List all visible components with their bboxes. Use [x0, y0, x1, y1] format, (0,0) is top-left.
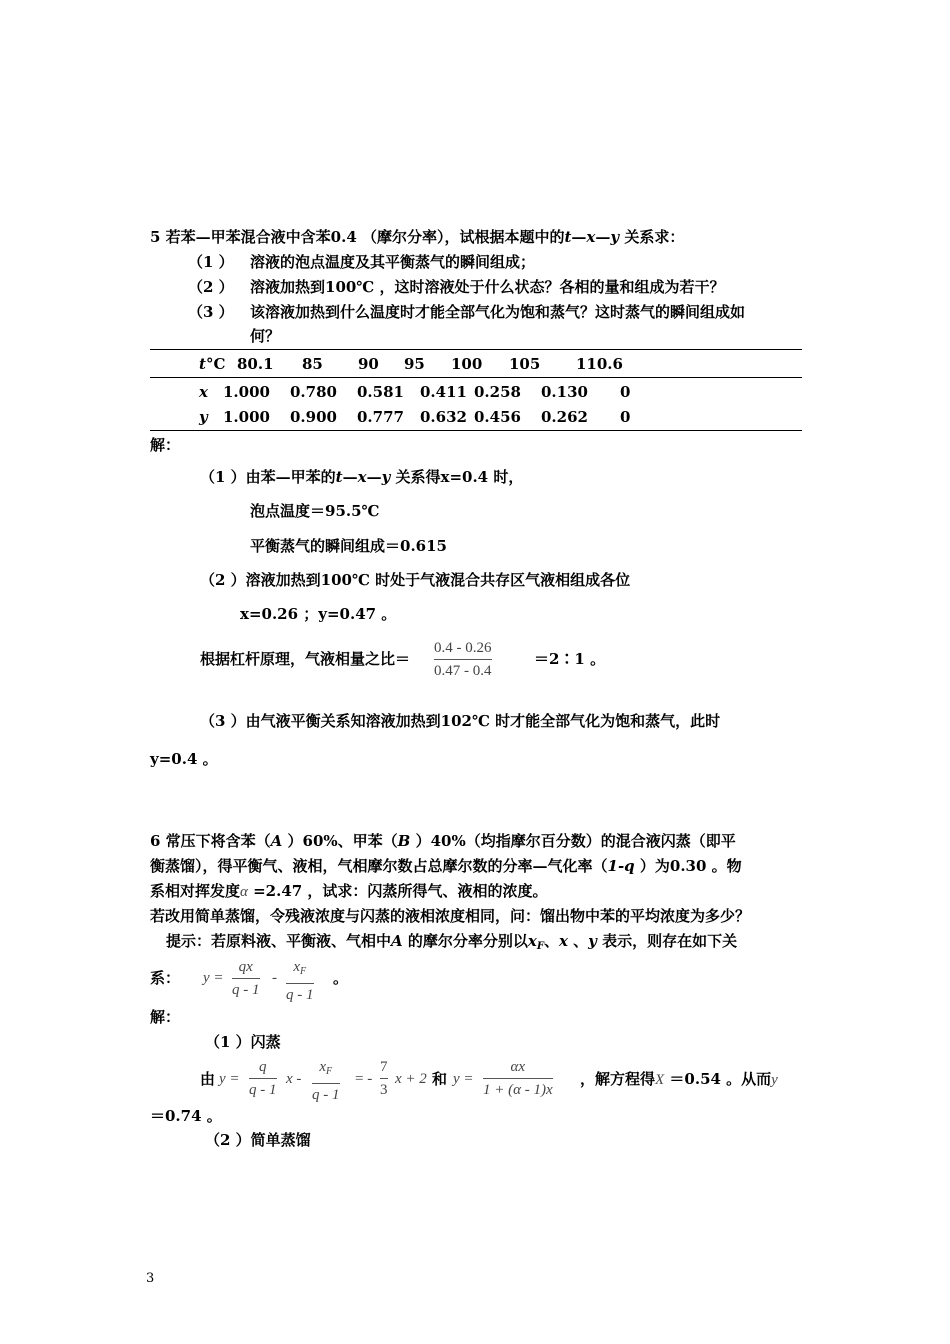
p5-s2-ratio: ＝2∶1 。: [534, 650, 606, 668]
table-t-cell: 95: [404, 355, 425, 373]
p5-s1-vapor-composition: 平衡蒸气的瞬间组成＝0.615: [250, 537, 447, 555]
table-x-cell: 0.411: [420, 383, 467, 401]
fraction-denominator: q - 1: [286, 987, 314, 1003]
equation2-y: y =: [453, 1071, 474, 1087]
table-t-cell: 85: [302, 355, 323, 373]
p6-line4: 若改用简单蒸馏，令残液浓度与闪蒸的液相浓度相同，问：馏出物中苯的平均浓度为多少？: [150, 907, 751, 925]
fraction-denominator: q - 1: [312, 1087, 340, 1103]
table-mid-rule: [150, 377, 802, 378]
p5-q2-number: （2 ）: [188, 278, 234, 296]
equation-fraction-2: [312, 1058, 340, 1104]
relation-y: y =: [203, 970, 224, 986]
table-y-cell: 0.777: [357, 408, 404, 426]
equation-x-minus: x -: [286, 1071, 302, 1087]
table-x-cell: 0.780: [290, 383, 337, 401]
equation-fraction-1: [249, 1058, 277, 1099]
relation-fraction-2: [286, 958, 314, 1004]
p6-relation-label: 系：: [150, 969, 181, 987]
table-t-cell: 100: [451, 355, 483, 373]
fraction-numerator: $x_F$: [319, 1059, 333, 1077]
relation-minus: -: [272, 970, 277, 986]
p5-q3-text: 该溶液加热到什么温度时才能全部气化为饱和蒸气？这时蒸气的瞬间组成如: [250, 303, 746, 321]
fraction-denominator: 0.47 - 0.4: [434, 663, 492, 679]
equation-tail: x + 2: [395, 1071, 427, 1087]
table-t-header: t°C: [199, 355, 226, 373]
table-y-cell: 0.900: [290, 408, 337, 426]
fraction-bar: [483, 1078, 553, 1079]
p5-s3-line2: y=0.4 。: [150, 750, 218, 768]
table-x-cell: 0: [620, 383, 631, 401]
p5-s3-line1: （3 ）由气液平衡关系知溶液加热到102℃ 时才能全部气化为饱和蒸气，此时: [200, 712, 721, 730]
table-y-cell: 0.632: [420, 408, 467, 426]
fraction-bar: [249, 1078, 277, 1079]
table-x-cell: 0.258: [474, 383, 521, 401]
lever-ratio-fraction: [434, 639, 492, 680]
p5-q3-text-cont: 何？: [250, 327, 281, 345]
p6-solution-label: 解：: [150, 1008, 181, 1026]
p5-s2-lever: 根据杠杆原理，气液相量之比＝: [200, 650, 411, 668]
p6-line1: 6 常压下将含苯（A ）60%、甲苯（B ）40%（均指摩尔百分数）的混合液闪蒸（即平: [150, 832, 736, 850]
fraction-numerator: αx: [510, 1059, 526, 1075]
p6-s2-heading: （2 ）简单蒸馏: [205, 1131, 311, 1149]
fraction-bar: [312, 1083, 340, 1084]
table-y-cell: 0: [620, 408, 631, 426]
table-bottom-rule: [150, 430, 802, 431]
p5-s2-line2: x=0.26 ；y=0.47 。: [240, 605, 397, 623]
equation2-fraction: [483, 1058, 553, 1099]
fraction-numerator: q: [259, 1059, 267, 1075]
table-y-cell: 0.262: [541, 408, 588, 426]
fraction-numerator: 0.4 - 0.26: [434, 640, 492, 656]
table-y-header: y: [199, 408, 208, 426]
p6-line3: 系相对挥发度α =2.47 ，试求：闪蒸所得气、液相的浓度。: [150, 882, 548, 900]
p6-s1-solve: ，解方程得X ＝0.54 。从而y: [580, 1070, 778, 1088]
fraction-bar: [286, 983, 314, 984]
fraction-denominator: 3: [380, 1082, 388, 1098]
fraction-numerator: qx: [238, 959, 253, 975]
table-x-header: x: [199, 383, 208, 401]
p6-line2: 衡蒸馏），得平衡气、液相，气相摩尔数占总摩尔数的分率—气化率（1-q ）为0.30 。物: [150, 857, 742, 875]
table-y-cell: 1.000: [223, 408, 270, 426]
fraction-denominator: q - 1: [249, 1082, 277, 1098]
table-x-cell: 1.000: [223, 383, 270, 401]
fraction-denominator: 1 + (α - 1)x: [483, 1082, 553, 1098]
equation-and: 和: [432, 1070, 448, 1088]
table-t-cell: 80.1: [237, 355, 274, 373]
table-y-cell: 0.456: [474, 408, 521, 426]
table-t-cell: 90: [358, 355, 379, 373]
table-top-rule: [150, 349, 802, 350]
page-number: 3: [146, 1271, 155, 1286]
equation-equals: = -: [355, 1071, 373, 1087]
p6-s1-you: 由: [200, 1070, 216, 1088]
p5-solution-label: 解：: [150, 436, 181, 454]
p5-s1-line: （1 ）由苯—甲苯的t—x—y 关系得x=0.4 时，: [200, 468, 524, 486]
p5-title: 5 若苯—甲苯混合液中含苯0.4 （摩尔分率），试根据本题中的t—x—y 关系求：: [150, 228, 685, 246]
fraction-denominator: q - 1: [232, 982, 260, 998]
equation-y: y =: [219, 1071, 240, 1087]
fraction-bar: [434, 659, 492, 660]
p5-q1-text: 溶液的泡点温度及其平衡蒸气的瞬间组成；: [250, 253, 536, 271]
p6-s1-heading: （1 ）闪蒸: [205, 1033, 281, 1051]
equation-fraction-3: [380, 1058, 388, 1099]
fraction-bar: [232, 978, 260, 979]
p6-hint: 提示：若原料液、平衡液、气相中A 的摩尔分率分别以$x_F$、x 、y 表示，则存在如下关: [166, 932, 738, 952]
table-x-cell: 0.130: [541, 383, 588, 401]
relation-end: 。: [333, 969, 349, 987]
table-t-cell: 110.6: [576, 355, 623, 373]
p5-q1-number: （1 ）: [188, 253, 234, 271]
p5-s2-line1: （2 ）溶液加热到100℃ 时处于气液混合共存区气液相组成各位: [200, 571, 631, 589]
fraction-numerator: 7: [380, 1059, 388, 1075]
p5-s1-bubble-point: 泡点温度＝95.5℃: [250, 502, 380, 520]
fraction-numerator: $x_F$: [293, 959, 307, 977]
table-x-cell: 0.581: [357, 383, 404, 401]
p5-q2-text: 溶液加热到100℃ ，这时溶液处于什么状态？各相的量和组成为若干？: [250, 278, 725, 296]
fraction-bar: [380, 1078, 388, 1079]
p6-s1-result: ＝0.74 。: [150, 1107, 222, 1125]
table-t-cell: 105: [509, 355, 541, 373]
p5-q3-number: （3 ）: [188, 303, 234, 321]
relation-fraction-1: [232, 958, 260, 999]
